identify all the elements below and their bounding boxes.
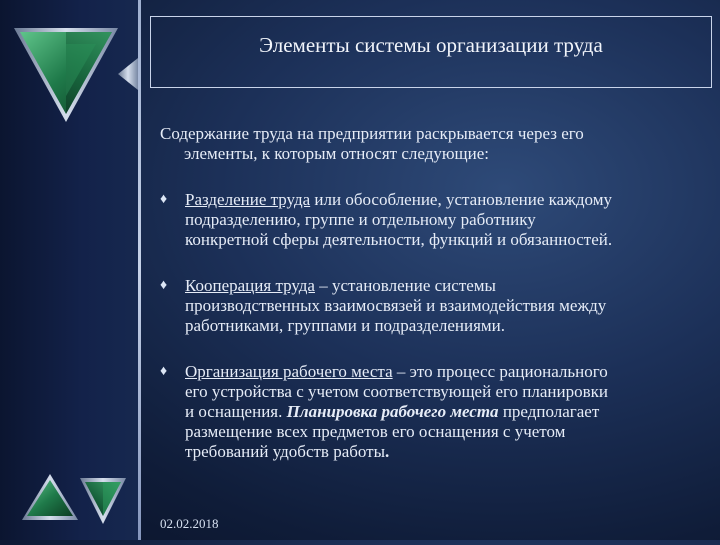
term-workplace-layout: Планировка рабочего места [286, 402, 499, 421]
bullet-item-cooperation: ♦ Кооперация труда – установление системы производственных взаимосвязей и взаимодействия между работниками, группами и подразделениями. [160, 276, 607, 335]
decorative-side-panel [0, 0, 138, 540]
term-workplace-organization: Организация рабочего места [185, 362, 393, 381]
intro-line-2: элементы, к которым относят следующие: [184, 144, 490, 163]
silver-arrow-shape [118, 58, 138, 90]
diamond-bullet-icon: ♦ [160, 192, 168, 207]
intro-line-1: Содержание труда на предприятии раскрывается через его [160, 124, 584, 143]
slide-title: Элементы системы организации труда [259, 33, 603, 57]
term-division-of-labor: Разделение труда [185, 190, 311, 209]
intro-paragraph [160, 124, 700, 164]
top-gem-triangle [14, 28, 118, 122]
diamond-bullet-icon: ♦ [160, 278, 168, 293]
vertical-divider [138, 0, 141, 540]
term-cooperation: Кооперация труда [185, 276, 315, 295]
slide-date: 02.02.2018 [160, 516, 219, 531]
bullet-item-division: ♦ Разделение труда или обособление, установление каждому подразделению, группе и отдельному работнику конкретной сферы деятельности, функций и обязанностей. [160, 190, 613, 249]
bullet-item-workplace: ♦ Организация рабочего места – это процесс рационального его устройства с учетом соответствующей его планировки и оснащения. Планировка рабочего места предполагает размещение всех предметов его оснащения с учетом требований удобств работы. [160, 362, 608, 461]
diamond-bullet-icon: ♦ [160, 364, 168, 379]
bottom-left-gem-triangle [22, 474, 78, 520]
emerald-triangles-decoration [0, 0, 138, 540]
title-frame [150, 16, 712, 88]
bottom-right-gem-triangle [80, 478, 126, 524]
